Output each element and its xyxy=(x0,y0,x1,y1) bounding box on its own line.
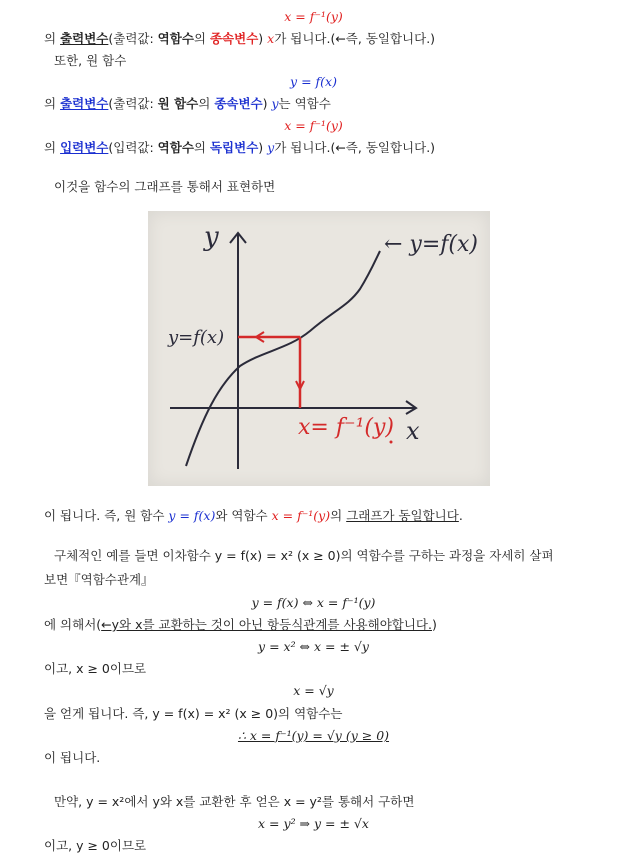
var-x: x xyxy=(267,31,275,46)
var-y: y xyxy=(267,140,275,155)
text: 의 xyxy=(198,96,215,111)
term-output-variable: 출력변수 xyxy=(60,31,109,46)
term-graphs-identical: 그래프가 동일합니다 xyxy=(346,508,459,523)
term-inverse: 역함수 xyxy=(157,31,194,46)
bottom-input-label: x= f⁻¹(y) xyxy=(298,415,395,440)
text: 의 xyxy=(193,140,210,155)
axis-y-label: y xyxy=(204,222,219,252)
text: (출력값: xyxy=(108,31,158,46)
text: ) xyxy=(262,96,272,111)
text: 이 됩니다. 즉, 원 함수 xyxy=(44,508,169,523)
text: 에 의해서( xyxy=(44,617,102,632)
axis-x-label: x xyxy=(406,417,420,445)
paragraph-note: 에 의해서(←y와 x를 교환하는 것이 아닌 항등식관계를 사용해야합니다.) xyxy=(44,617,437,632)
equation-swap: x = y² ⇒ y = ± √x xyxy=(258,816,369,831)
graph-photo xyxy=(148,211,490,486)
term-output-variable: 출력변수 xyxy=(60,96,109,111)
text: ) xyxy=(258,31,268,46)
equation-final: ∴ x = f⁻¹(y) = √y (y ≥ 0) xyxy=(237,728,390,743)
paragraph-condition-y: 이고, y ≥ 0이므로 xyxy=(44,838,147,853)
text: 의 xyxy=(44,31,61,46)
text: 와 역함수 xyxy=(215,508,272,523)
left-output-label: y=f(x) xyxy=(168,327,225,348)
equation-inverse-inline: x = f⁻¹(y) xyxy=(271,508,331,523)
paragraph-example: 구체적인 예를 들면 이차함수 y = f(x) = x² (x ≥ 0)의 역함수를 구하는 과정을 자세히 살펴 xyxy=(54,548,554,563)
equation-original-inline: y = f(x) xyxy=(168,508,216,523)
text: ) xyxy=(258,140,268,155)
text: 의 xyxy=(330,508,347,523)
curve-label: ← y=f(x) xyxy=(384,232,479,257)
term-independent-variable: 독립변수 xyxy=(209,140,259,155)
equation-original: y = f(x) xyxy=(290,74,337,89)
paragraph-alternative: 만약, y = x²에서 y와 x를 교환한 후 얻은 x = y²를 통해서 구하면 xyxy=(54,794,415,809)
graph-drawing xyxy=(148,211,490,486)
equation-inverse: x = f⁻¹(y) xyxy=(284,118,343,133)
text: (출력값: xyxy=(108,96,158,111)
paragraph-input-inverse xyxy=(44,140,435,156)
paragraph-example-cont: 보면『역함수관계』 xyxy=(44,572,154,587)
var-y: y xyxy=(271,96,279,111)
term-input-variable: 입력변수 xyxy=(60,140,109,155)
term-original-function: 원 함수 xyxy=(157,96,199,111)
text: (입력값: xyxy=(108,140,158,155)
paragraph-conclusion: 이 됩니다. 즉, 원 함수 y = f(x)와 역함수 x = f⁻¹(y)의 그래프가 동일합니다. xyxy=(44,508,463,523)
paragraph-output-original xyxy=(44,96,331,112)
note-underlined: ←y와 x를 교환하는 것이 아닌 항등식관계를 사용해야합니다. xyxy=(101,617,432,632)
text: 는 역함수 xyxy=(278,96,331,111)
text: 의 xyxy=(193,31,210,46)
term-dependent-variable: 종속변수 xyxy=(209,31,259,46)
paragraph-condition: 이고, x ≥ 0이므로 xyxy=(44,661,147,676)
equation-solve: y = x² ⇔ x = ± √y xyxy=(258,639,369,654)
paragraph-graph-intro: 이것을 함수의 그래프를 통해서 표현하면 xyxy=(54,179,276,194)
term-dependent-variable: 종속변수 xyxy=(214,96,263,111)
paragraph-output-inverse xyxy=(44,31,435,47)
text: 가 됩니다.(←즉, 동일합니다.) xyxy=(274,140,436,155)
dot-mark xyxy=(390,441,393,444)
equation-relation: y = f(x) ⇔ x = f⁻¹(y) xyxy=(251,595,376,610)
text: 의 xyxy=(44,140,61,155)
paragraph-also: 또한, 원 함수 xyxy=(54,53,127,68)
paragraph-result: 을 얻게 됩니다. 즉, y = f(x) = x² (x ≥ 0)의 역함수는 xyxy=(44,706,343,721)
term-inverse: 역함수 xyxy=(157,140,194,155)
text: 의 xyxy=(44,96,61,111)
paragraph-becomes: 이 됩니다. xyxy=(44,750,101,765)
equation-sqrt: x = √y xyxy=(293,683,334,698)
text: 가 됩니다.(←즉, 동일합니다.) xyxy=(274,31,436,46)
equation-inverse: x = f⁻¹(y) xyxy=(284,9,343,24)
